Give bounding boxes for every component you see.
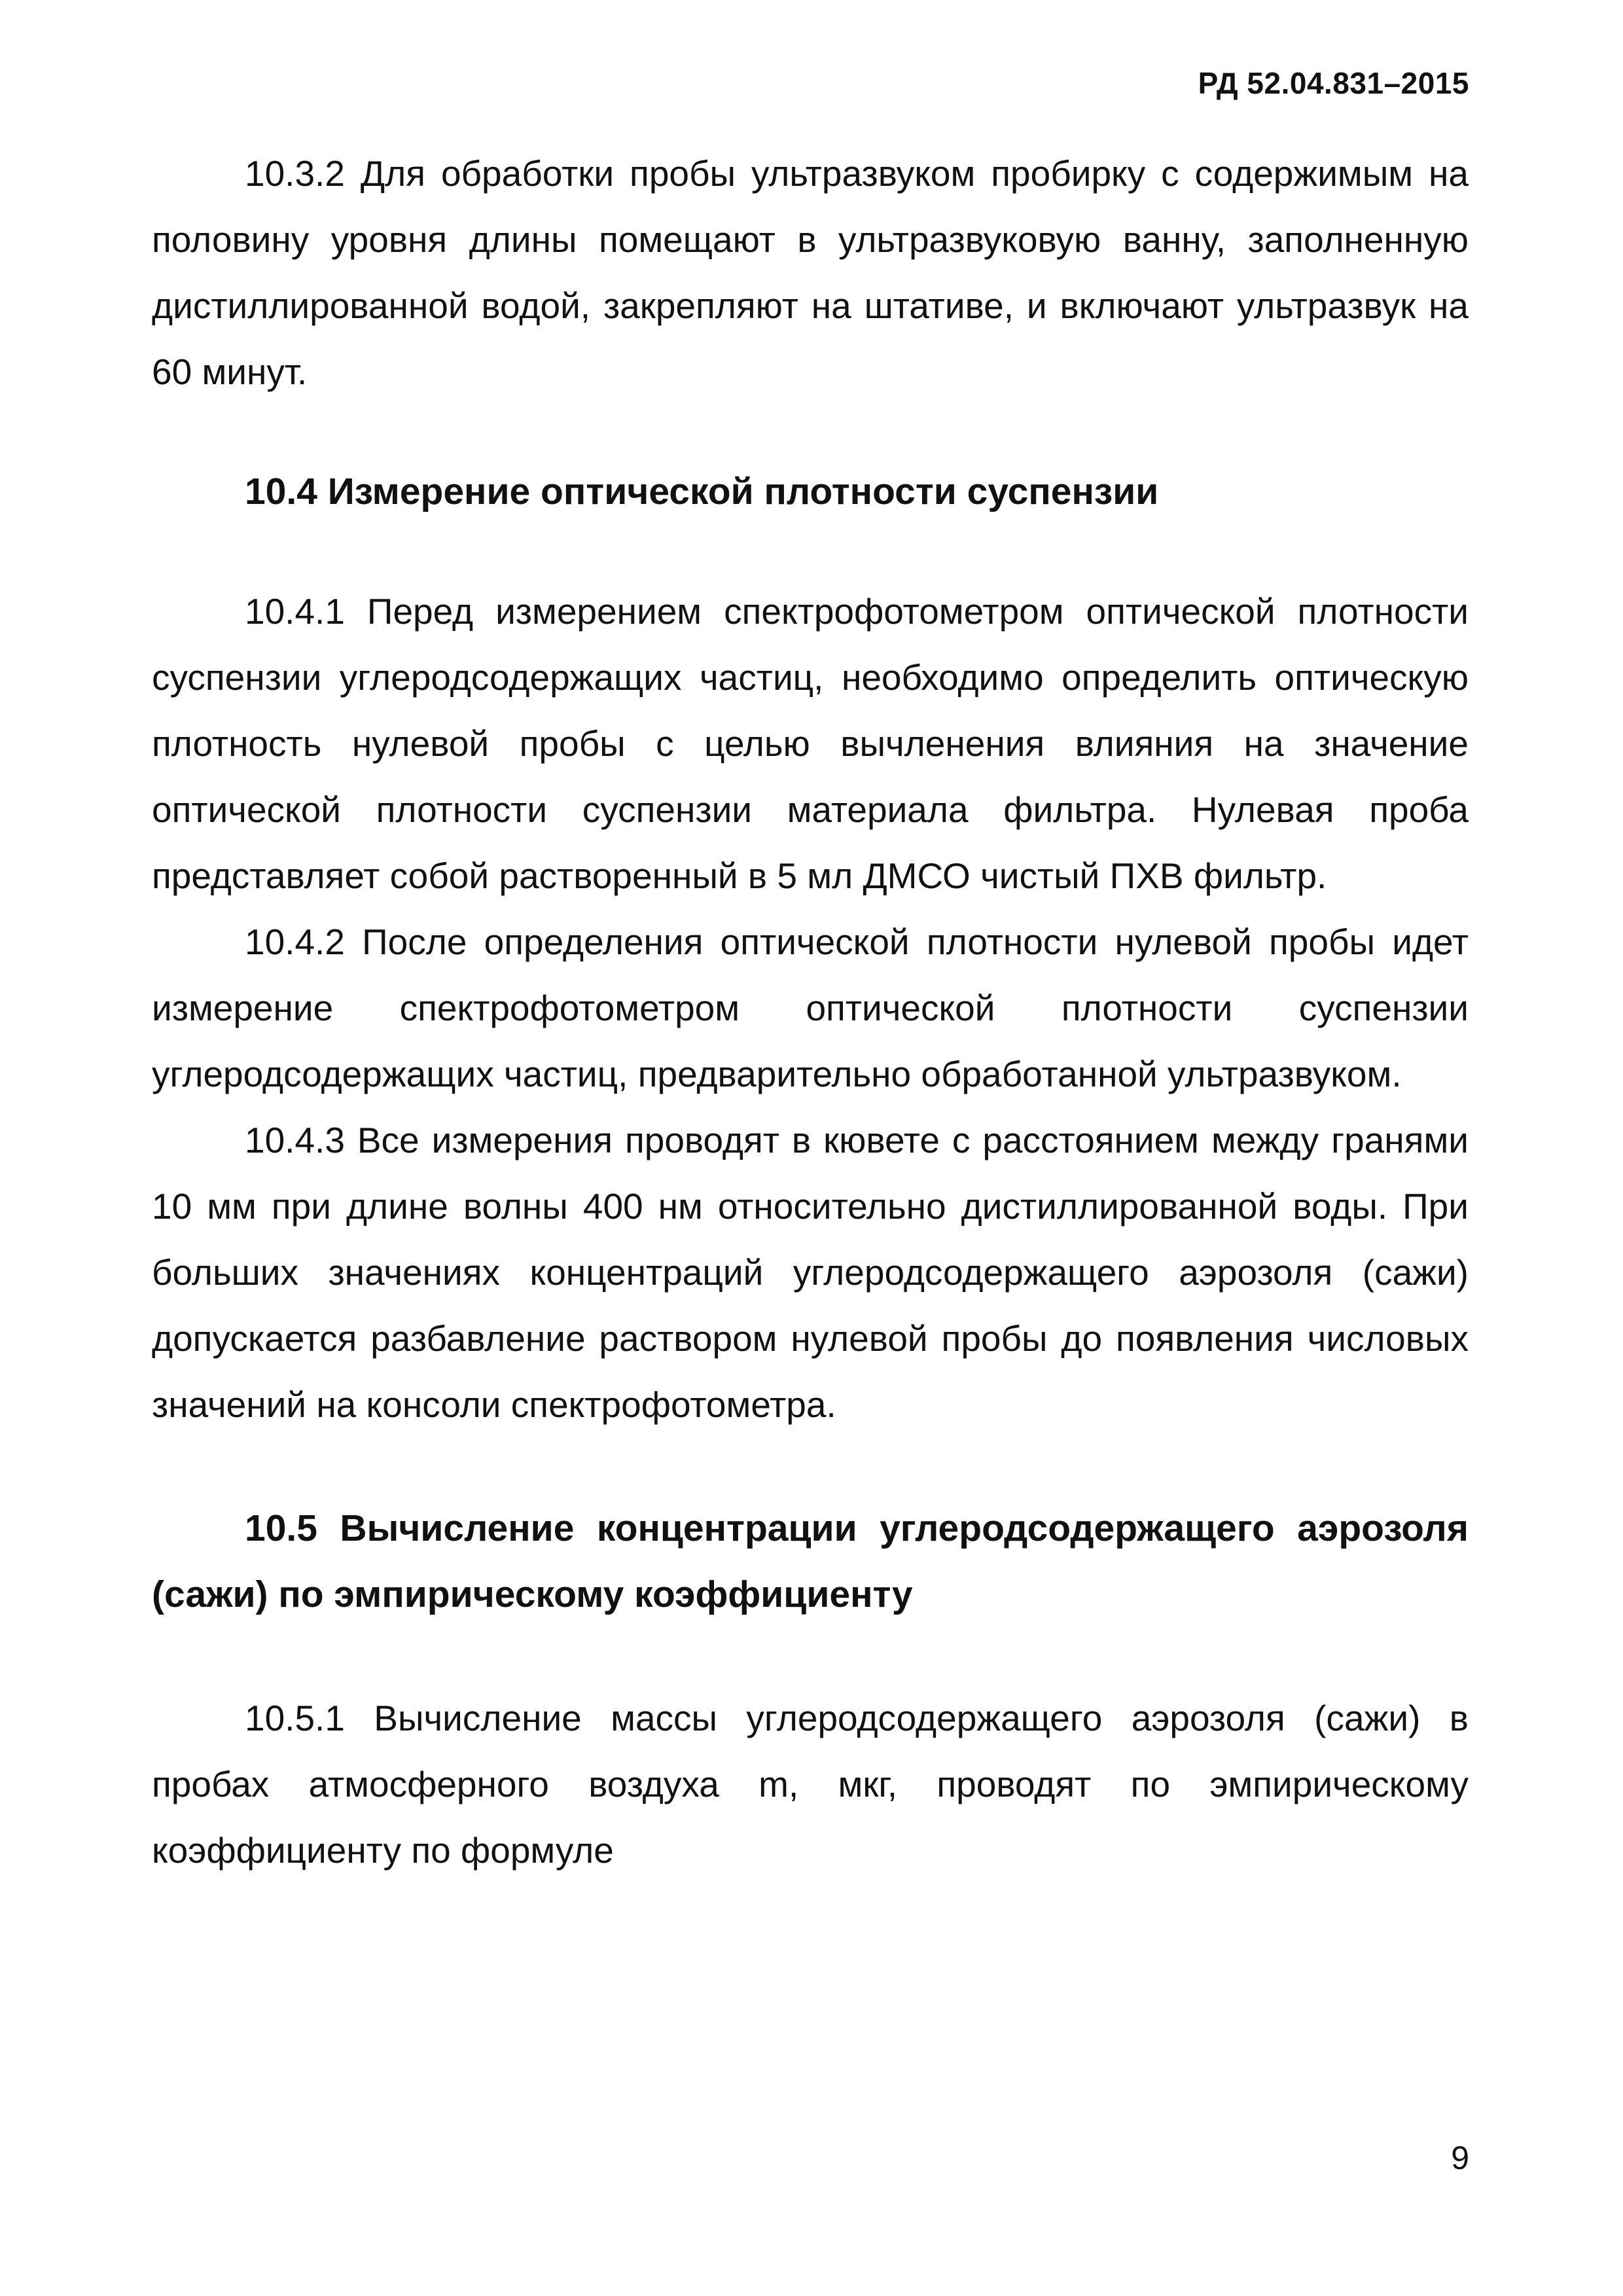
paragraph-10-4-1: 10.4.1 Перед измерением спектрофотометром оптической плотности суспензии углеродсодержащих частиц, необходимо определить оптическую плотность нулевой пробы с целью вычленения влияния на значение оптической плотности суспензии материала фильтра. Нулевая проба представляет собой растворенный в 5 мл ДМСО чистый ПХВ фильтр.: [152, 591, 1469, 896]
section-heading-10-4: 10.4 Измерение оптической плотности суспензии: [245, 471, 1159, 512]
section-heading-10-5: 10.5 Вычисление концентрации углеродсодержащего аэрозоля (сажи) по эмпирическому коэффициенту: [152, 1507, 1469, 1615]
paragraph-10-3-2: 10.3.2 Для обработки пробы ультразвуком пробирку с содержимым на половину уровня длины помещают в ультразвуковую ванну, заполненную дистиллированной водой, закрепляют на штативе, и включают ультразвук на 60 минут.: [152, 153, 1469, 392]
page-body: [152, 141, 1469, 1884]
paragraph-10-5-1: 10.5.1 Вычисление массы углеродсодержащего аэрозоля (сажи) в пробах атмосферного воздуха m, мкг, проводят по эмпирическому коэффициенту по формуле: [152, 1698, 1469, 1871]
document-code: РД 52.04.831–2015: [1198, 66, 1469, 100]
paragraph-10-4-2: 10.4.2 После определения оптической плотности нулевой пробы идет измерение спектрофотометром оптической плотности суспензии углеродсодержащих частиц, предварительно обработанной ультразвуком.: [152, 922, 1469, 1094]
paragraph-10-4-3: 10.4.3 Все измерения проводят в кювете с расстоянием между гранями 10 мм при длине волны 400 нм относительно дистиллированной воды. При больших значениях концентраций углеродсодержащего аэрозоля (сажи) допускается разбавление раствором нулевой пробы до появления числовых значений на консоли спектрофотометра.: [152, 1120, 1469, 1425]
page-number: 9: [1451, 2140, 1469, 2176]
